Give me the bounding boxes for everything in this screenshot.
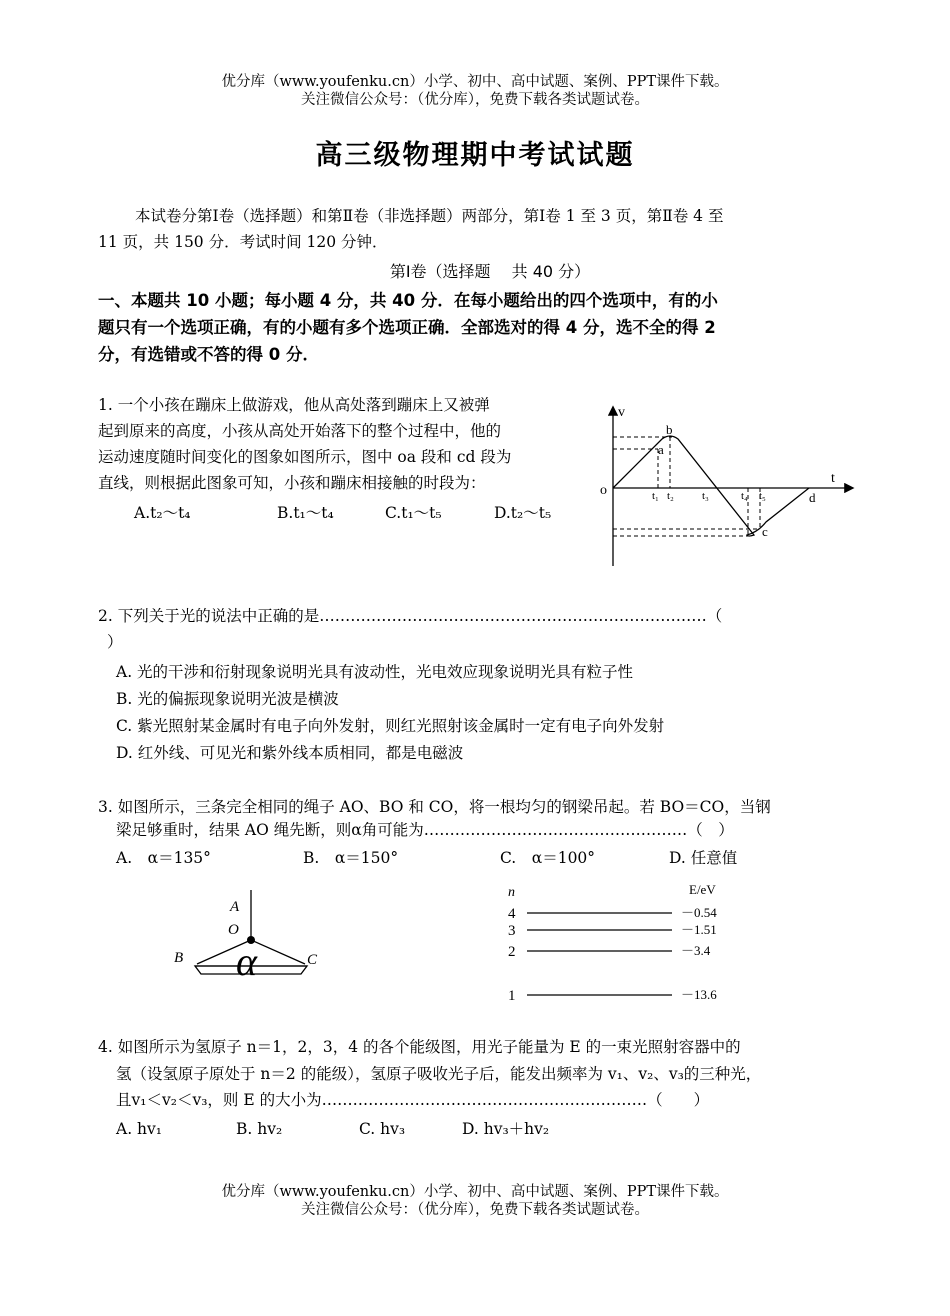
point-b-label: b xyxy=(666,422,673,437)
footer-line-2: 关注微信公众号：（优分库），免费下载各类试题试卷。 xyxy=(301,1202,649,1218)
header-line-2: 关注微信公众号：（优分库），免费下载各类试题试卷。 xyxy=(301,92,649,108)
label-a: A xyxy=(230,899,240,915)
q1-option-d: D.t₂～t₅ xyxy=(494,504,552,522)
q4-line-1: 4. 如图所示为氢原子 n＝1，2，3，4 的各个能级图，用光子能量为 E 的一束光照射容器中的 xyxy=(98,1038,741,1056)
q3-line-2: 梁足够重时，结果 AO 绳先断，则α角可能为……………………………………………（ ） xyxy=(116,821,734,839)
energy-level-n-label: 2 xyxy=(508,944,516,960)
q3-option-d: D. 任意值 xyxy=(669,849,738,867)
beam-diagram xyxy=(165,878,345,988)
energy-level-n-label: 1 xyxy=(508,988,516,1004)
q4-line-2: 氢（设氢原子原处于 n＝2 的能级），氢原子吸收光子后，能发出频率为 v₁、v₂、v₃的三种光， xyxy=(116,1065,762,1083)
q4-line-3: 且v₁＜v₂＜v₃，则 E 的大小为………………………………………………………（ ） xyxy=(116,1091,710,1109)
q3-option-a: A. α＝135° xyxy=(116,849,211,867)
energy-axis-label: E/eV xyxy=(689,882,716,897)
point-c-label: c xyxy=(762,524,768,539)
intro-line-2: 11 页，共 150 分．考试时间 120 分钟． xyxy=(98,233,388,251)
velocity-time-graph xyxy=(590,398,870,573)
energy-levels xyxy=(508,905,717,1004)
q4-option-a: A. hv₁ xyxy=(116,1120,163,1138)
energy-level-value-label: －13.6 xyxy=(681,987,717,1002)
instruction-line-1: 一、本题共 10 小题；每小题 4 分，共 40 分．在每小题给出的四个选项中，有的小 xyxy=(98,291,718,310)
q3-option-b: B. α＝150° xyxy=(303,849,399,867)
q1-option-c: C.t₁～t₅ xyxy=(385,504,442,522)
origin-label: o xyxy=(600,483,607,498)
q1-option-a: A.t₂～t₄ xyxy=(134,504,191,522)
q4-option-d: D. hv₃＋hv₂ xyxy=(462,1120,550,1138)
q2-option-d: D. 红外线、可见光和紫外线本质相同，都是电磁波 xyxy=(116,744,464,762)
q2-option-c: C. 紫光照射某金属时有电子向外发射，则红光照射该金属时一定有电子向外发射 xyxy=(116,717,665,735)
label-alpha: α xyxy=(236,939,257,984)
energy-level-n-label: 3 xyxy=(508,923,516,939)
intro-line-1: 本试卷分第Ⅰ卷（选择题）和第Ⅱ卷（非选择题）两部分，第Ⅰ卷 1 至 3 页，第Ⅱ卷 4 至 xyxy=(135,207,724,225)
energy-level-value-label: －1.51 xyxy=(681,922,717,937)
t1-label: t₁ xyxy=(652,490,659,502)
q1-option-b: B.t₁～t₄ xyxy=(277,504,334,522)
point-a-label: a xyxy=(658,442,664,457)
energy-level-value-label: －0.54 xyxy=(681,905,717,920)
v-label: v xyxy=(618,405,625,420)
q2-option-b: B. 光的偏振现象说明光波是横波 xyxy=(116,690,339,708)
q4-option-c: C. hv₃ xyxy=(359,1120,406,1138)
instruction-line-3: 分，有选错或不答的得 0 分． xyxy=(98,345,319,364)
energy-level-value-label: －3.4 xyxy=(681,943,711,958)
t3-label: t₃ xyxy=(702,490,709,502)
point-d-label: d xyxy=(809,490,816,505)
q3-line-1: 3. 如图所示，三条完全相同的绳子 AO、BO 和 CO，将一根均匀的钢梁吊起。若 BO＝CO，当钢 xyxy=(98,798,771,816)
t5-label: t₅ xyxy=(759,490,766,502)
q1-line-1: 1. 一个小孩在蹦床上做游戏，他从高处落到蹦床上又被弹 xyxy=(98,396,490,414)
velocity-curve xyxy=(613,436,809,536)
label-b: B xyxy=(174,950,184,966)
energy-level-n-label: 4 xyxy=(508,906,516,922)
q1-line-3: 运动速度随时间变化的图象如图所示，图中 oa 段和 cd 段为 xyxy=(98,448,512,466)
header-line-1: 优分库（www.youfenku.cn）小学、初中、高中试题、案例、PPT课件下载。 xyxy=(221,74,729,90)
t4-label: t₄ xyxy=(741,490,748,502)
energy-level-diagram xyxy=(500,880,760,1005)
section-heading: 第Ⅰ卷（选择题 共 40 分） xyxy=(389,262,591,281)
q4-option-b: B. hv₂ xyxy=(236,1120,283,1138)
footer-line-1: 优分库（www.youfenku.cn）小学、初中、高中试题、案例、PPT课件下载。 xyxy=(221,1184,729,1200)
q2-bracket-close: ） xyxy=(107,633,123,651)
page-title: 高三级物理期中考试试题 xyxy=(315,140,635,171)
t-label: t xyxy=(831,471,835,486)
q3-option-c: C. α＝100° xyxy=(500,849,596,867)
q2-option-a: A. 光的干涉和衍射现象说明光具有波动性，光电效应现象说明光具有粒子性 xyxy=(116,663,634,681)
t2-label: t₂ xyxy=(667,490,674,502)
label-c: C xyxy=(307,952,318,968)
instruction-line-2: 题只有一个选项正确，有的小题有多个选项正确．全部选对的得 4 分，选不全的得 2 xyxy=(98,318,716,337)
q1-line-4: 直线，则根据此图象可知，小孩和蹦床相接触的时段为： xyxy=(98,474,486,492)
q1-line-2: 起到原来的高度，小孩从高处开始落下的整个过程中，他的 xyxy=(98,422,502,440)
label-o: O xyxy=(228,922,239,938)
rope-co xyxy=(251,940,305,964)
n-axis-label: n xyxy=(508,885,515,900)
q2-stem: 2. 下列关于光的说法中正确的是…………………………………………………………………（ xyxy=(98,607,723,625)
